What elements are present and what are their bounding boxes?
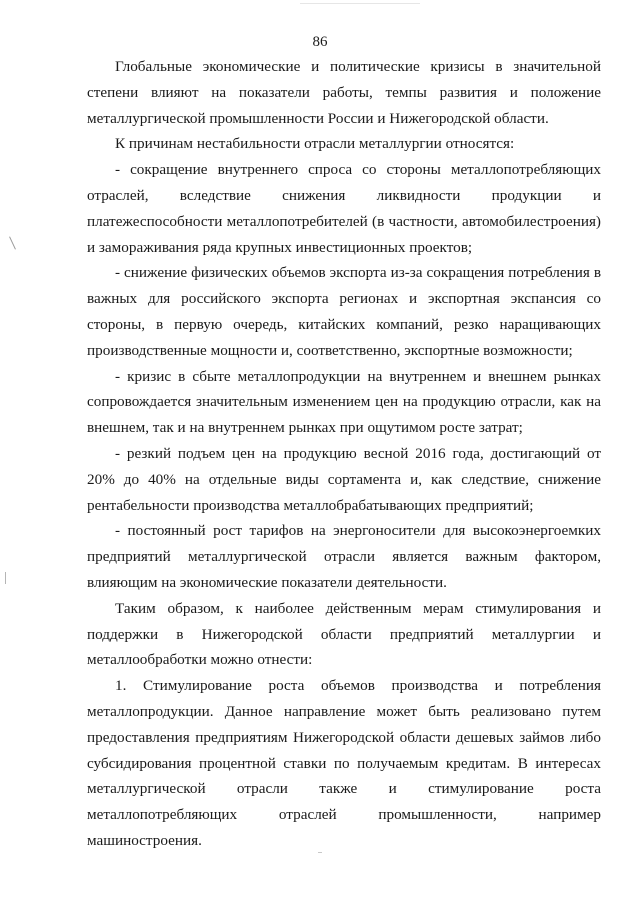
page-number: 86	[312, 34, 328, 50]
paragraph-cause-sales-crisis: - кризис в сбыте металлопродукции на внутреннем и внешнем рынках сопровождается значительным изменением цен на продукцию отрасли, как на внешнем, так и на внутреннем рынках при ощутимом росте затрат;	[87, 367, 601, 437]
paragraph-measures-heading: Таким образом, к наиболее действенным мерам стимулирования и поддержки в Нижегородской области предприятий металлургии и металлообработки можно отнести:	[87, 599, 601, 669]
scan-artifact-mark	[5, 572, 6, 584]
paragraph-cause-export-decline: - снижение физических объемов экспорта из-за сокращения потребления в важных для российского экспорта регионах и экспортная экспансия со стороны, в первую очередь, китайских компаний, резко наращивающих производственные мощности и, соответственно, экспортные возможности;	[87, 264, 601, 359]
paragraph-measure-1: 1. Стимулирование роста объемов производства и потребления металлопродукции. Данное направление может быть реализовано путем предоставления предприятиям Нижегородской области дешевых займов либо субсидирования процентной ставки по получаемым кредитам. В интересах металлургической отрасли также и стимулирование роста металлопотребляющих отраслей промышленности, например машиностроения.	[87, 677, 601, 849]
scan-artifact-mark	[9, 236, 16, 249]
paragraph-cause-price-rise: - резкий подъем цен на продукцию весной 2016 года, достигающий от 20% до 40% на отдельные виды сортамента и, как следствие, снижение рентабельности производства металлобрабатывающих предприятий;	[87, 444, 601, 514]
document-body	[87, 54, 601, 854]
paragraph-causes-heading: К причинам нестабильности отрасли металлургии относятся:	[115, 135, 515, 153]
paragraph-cause-energy-tariffs: - постоянный рост тарифов на энергоносители для высокоэнергоемких предприятий металлургической отрасли является важным фактором, влияющим на экономические показатели деятельности.	[87, 522, 601, 591]
scan-artifact-dot	[318, 852, 322, 853]
paragraph-intro: Глобальные экономические и политические кризисы в значительной степени влияют на показатели работы, темпы развития и положение металлургической промышленности России и Нижегородской области.	[87, 58, 601, 127]
scan-edge-line	[300, 3, 420, 4]
paragraph-cause-domestic-demand: - сокращение внутреннего спроса со стороны металлопотребляющих отраслей, вследствие снижения ликвидности продукции и платежеспособности металлопотребителей (в частности, автомобилестроения) и замораживания ряда крупных инвестиционных проектов;	[87, 161, 601, 256]
